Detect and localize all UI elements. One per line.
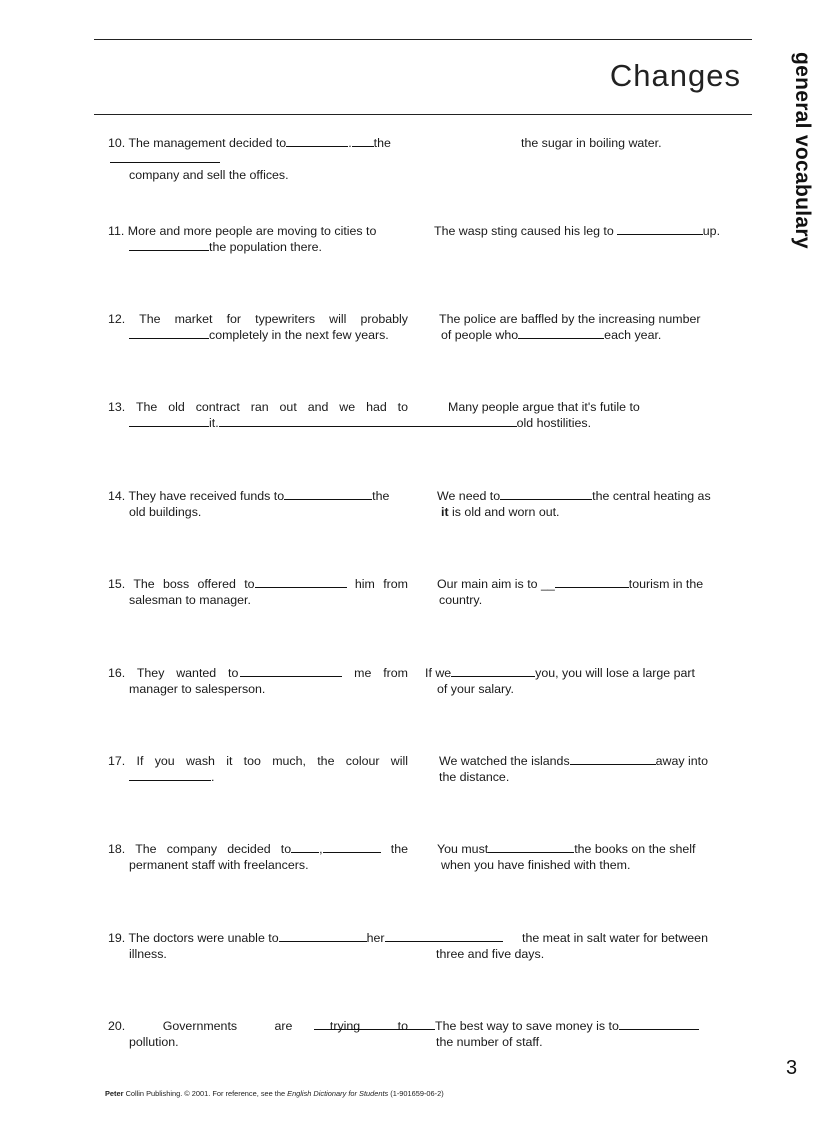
answer-blank[interactable] [291, 841, 319, 853]
answer-blank[interactable] [555, 576, 629, 588]
page-number: 3 [786, 1057, 798, 1079]
question-13-right: Many people argue that it's futile to [448, 400, 640, 414]
question-20-left: 20. Governments are trying to pollution. [108, 1019, 408, 1049]
answer-blank[interactable] [240, 665, 342, 677]
answer-blank[interactable] [129, 769, 211, 781]
question-11-right: The wasp sting caused his leg to up. [434, 224, 721, 238]
question-15-right: Our main aim is to __ tourism in the country. [437, 577, 704, 607]
question-18-left: 18. The company decided to , the permanent staff with freelancers. [108, 842, 408, 872]
question-15-left: 15. The boss offered to him from salesman to manager. [108, 577, 408, 607]
question-20-right: The best way to save money is to the number of staff. [314, 1018, 699, 1050]
question-17-left: 17. If you wash it too much, the colour will . [108, 754, 408, 784]
answer-blank[interactable] [617, 223, 703, 235]
question-19-right: the meat in salt water for between [522, 931, 708, 945]
answer-blank[interactable] [110, 151, 220, 163]
question-11-left: 11. More and more people are moving to cities to the population there. [108, 224, 377, 254]
question-10-left: 10. The management decided to . the company and sell the offices. [108, 136, 391, 182]
answer-blank[interactable] [488, 841, 574, 853]
answer-blank[interactable] [129, 327, 209, 339]
answer-blank[interactable] [500, 488, 592, 500]
answer-blank[interactable] [619, 1018, 699, 1030]
answer-blank[interactable] [518, 327, 604, 339]
footer-credit: Peter Collin Publishing. © 2001. For reference, see the English Dictionary for Students (1-901659-06-2) [105, 1089, 444, 1098]
answer-blank[interactable] [279, 930, 367, 942]
question-17-right: We watched the islands away into the distance. [439, 754, 708, 784]
side-label: general vocabulary [791, 52, 814, 249]
top-rule [94, 39, 752, 40]
answer-blank[interactable] [129, 415, 209, 427]
question-10-right: the sugar in boiling water. [521, 136, 662, 150]
title-rule [94, 114, 752, 115]
question-12-left: 12. The market for typewriters will probably completely in the next few years. [108, 312, 409, 342]
answer-blank[interactable] [219, 415, 517, 427]
answer-blank[interactable] [286, 135, 348, 147]
answer-blank[interactable] [352, 135, 374, 147]
answer-blank[interactable] [451, 665, 535, 677]
answer-blank[interactable] [314, 1018, 435, 1030]
answer-blank[interactable] [385, 930, 503, 942]
question-13-left: 13. The old contract ran out and we had to it. old hostilities. [108, 400, 592, 430]
question-18-right: You must the books on the shelf when you have finished with them. [437, 842, 696, 872]
answer-blank[interactable] [323, 841, 381, 853]
page-title: Changes [609, 58, 741, 93]
question-19-left: 19. The doctors were unable to her illness. [108, 930, 408, 962]
question-16-right: If we you, you will lose a large part of your salary. [425, 666, 695, 696]
question-14-right: We need to the central heating as it is old and worn out. [437, 489, 711, 519]
answer-blank[interactable] [255, 576, 347, 588]
question-12-right: The police are baffled by the increasing number of people who each year. [439, 312, 701, 342]
question-19-right-cont: three and five days. [436, 947, 545, 961]
answer-blank[interactable] [570, 753, 656, 765]
question-16-left: 16. They wanted to me from manager to salesperson. [108, 666, 408, 696]
question-14-left: 14. They have received funds to the old buildings. [108, 489, 390, 519]
answer-blank[interactable] [129, 239, 209, 251]
answer-blank[interactable] [284, 488, 372, 500]
